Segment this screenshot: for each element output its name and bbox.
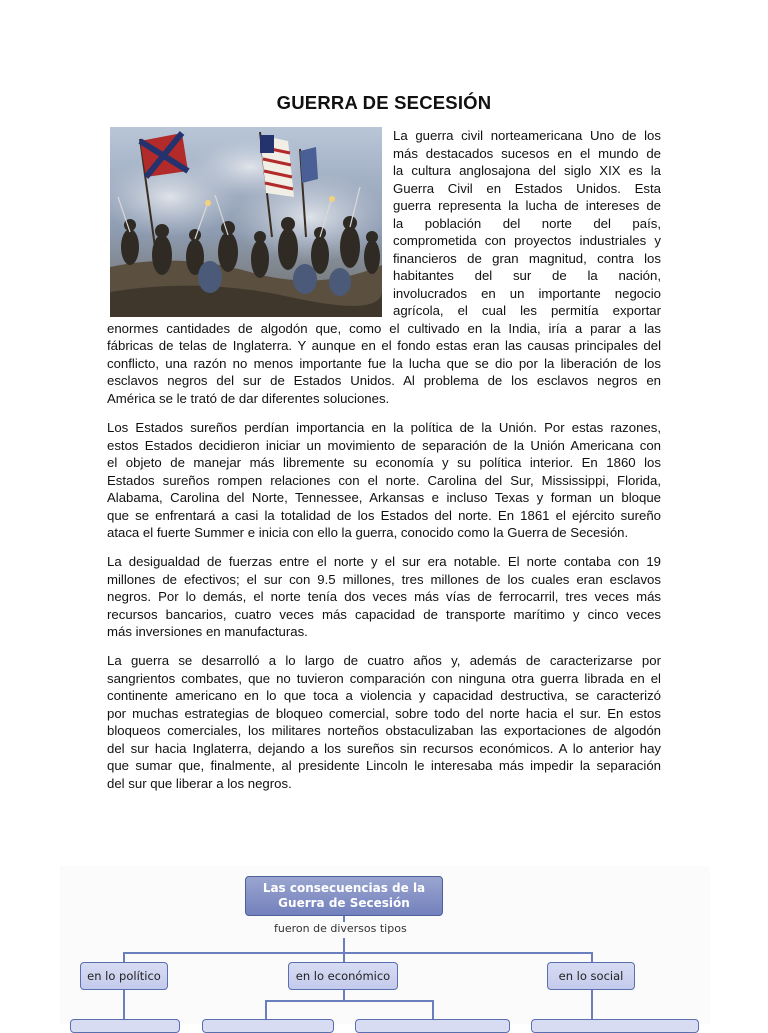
connector-line — [591, 952, 593, 962]
text-line: del sur hacia Inglaterra, dejando a los sureños sin recursos económicos. A lo anterior hay — [107, 740, 661, 756]
text-line: comprometida con proyectos industriales y — [393, 233, 661, 248]
text-line: estos Estados decidieron iniciar un movimiento de separación de la Unión Americana con — [107, 437, 661, 453]
text-line: guerra representa la lucha de intereses de — [393, 198, 661, 213]
text-line: continente americano en lo que toca a violencia y capacidad destructiva, se caracterizó — [107, 688, 661, 703]
concept-map-connector-label: fueron de diversos tipos — [274, 922, 407, 935]
concept-map-root — [245, 876, 443, 916]
branch-political — [80, 962, 168, 990]
document-title: GUERRA DE SECESIÓN — [276, 92, 492, 113]
text-line: más destacados sucesos en el mundo de — [393, 145, 661, 161]
text-line: bloqueos comerciales, los militares norteños obstaculizaban las exportaciones de algodón — [107, 723, 661, 738]
connector-line — [265, 1000, 433, 1002]
text-line: Guerra Civil en Estados Unidos. Esta — [393, 180, 661, 196]
branch-economic-label: en lo económico — [295, 969, 391, 983]
concept-map-child-box — [202, 1019, 334, 1033]
text-line: agrícola, el cual les permitía exportar — [393, 303, 661, 318]
text-line: financieros de gran magnitud, contra los — [393, 250, 661, 266]
connector-line — [343, 952, 345, 962]
text-line: Estados sureños rompen relaciones con el norte. Carolina del Sur, Mississippi, Florida, — [107, 472, 661, 488]
concept-map-root-line2: Guerra de Secesión — [278, 896, 410, 910]
text-line: el objeto de manejar más libremente su economía y su política interior. En 1860 los — [107, 455, 661, 470]
connector-line — [123, 952, 592, 954]
text-line: que se enfrentará a casi la totalidad de los Estados del norte. En 1861 el ejército sureño — [107, 507, 661, 523]
connector-line — [591, 990, 593, 1019]
concept-map-child-box — [70, 1019, 180, 1033]
text-line: ataca el fuerte Summer e inicia con ello la guerra, conocido como la Guerra de Secesión. — [107, 525, 629, 540]
text-line: América se le trató de dar diferentes soluciones. — [107, 390, 390, 406]
text-line: La guerra civil norteamericana Uno de los — [393, 128, 661, 143]
text-line: involucrados en un importante negocio — [393, 285, 661, 301]
text-line: enormes cantidades de algodón que, como el cultivado en la India, iría a parar a las — [107, 320, 661, 336]
text-line: más inversiones en manufacturas. — [107, 624, 308, 639]
text-line: La desigualdad de fuerzas entre el norte y el sur era notable. El norte contaba con 19 — [107, 554, 661, 569]
concept-map-child-box — [355, 1019, 510, 1033]
text-line: habitantes del sur de la nación, — [393, 268, 661, 283]
text-line: del sur que liberar a los negros. — [107, 775, 292, 791]
text-line: por muchas estrategias de bloqueo comercial, sobre todo del norte hacia el sur. En estos — [107, 705, 661, 721]
connector-line — [343, 990, 345, 1000]
branch-social-label: en lo social — [558, 969, 624, 983]
connector-line — [123, 990, 125, 1019]
connector-line — [343, 938, 345, 952]
text-line: Alabama, Carolina del Norte, Tennessee, Arkansas e incluso Texas y forman un bloque — [107, 490, 661, 505]
text-line: recursos bancarios, cuatro veces más capacidad de transporte marítimo y cinco veces — [107, 606, 661, 622]
text-line: la población del norte del país, — [393, 215, 661, 231]
connector-line — [265, 1000, 267, 1019]
text-line: conflicto, una razón no menos importante fue la lucha que se dio por la liberación de los — [107, 355, 661, 371]
connector-line — [432, 1000, 434, 1019]
concept-map-root-line1: Las consecuencias de la — [262, 881, 426, 895]
text-line: sangrientos combates, que no tuvieron comparación con ninguna otra guerra librada en el — [107, 670, 661, 686]
text-line: millones de efectivos; el sur con 9.5 millones, tres millones de los cuales eran esclavos — [107, 571, 661, 587]
text-line: Los Estados sureños perdían importancia en la política de la Unión. Por estas razones, — [107, 420, 661, 435]
civil-war-painting — [110, 127, 382, 317]
concept-map-child-box — [531, 1019, 699, 1033]
branch-economic — [288, 962, 398, 990]
text-line: negros. Por lo demás, el norte tenía dos veces más vías de ferrocarril, tres veces más — [107, 589, 661, 604]
text-line: esclavos negros del sur de Estados Unidos. Al problema de los esclavos negros en — [107, 373, 661, 388]
text-line: que sumar que, finalmente, al presidente Lincoln le interesaba más impedir la separación — [107, 758, 661, 773]
text-line: la cultura anglosajona del siglo XIX es la — [393, 163, 661, 178]
text-line: La guerra se desarrolló a lo largo de cuatro años y, además de caracterizarse por — [107, 653, 661, 668]
text-line: fábricas de telas de Inglaterra. Y aunque en el fondo estas eran las causas principales del — [107, 338, 661, 353]
branch-social — [547, 962, 635, 990]
connector-line — [123, 952, 125, 962]
branch-political-label: en lo político — [87, 969, 161, 983]
